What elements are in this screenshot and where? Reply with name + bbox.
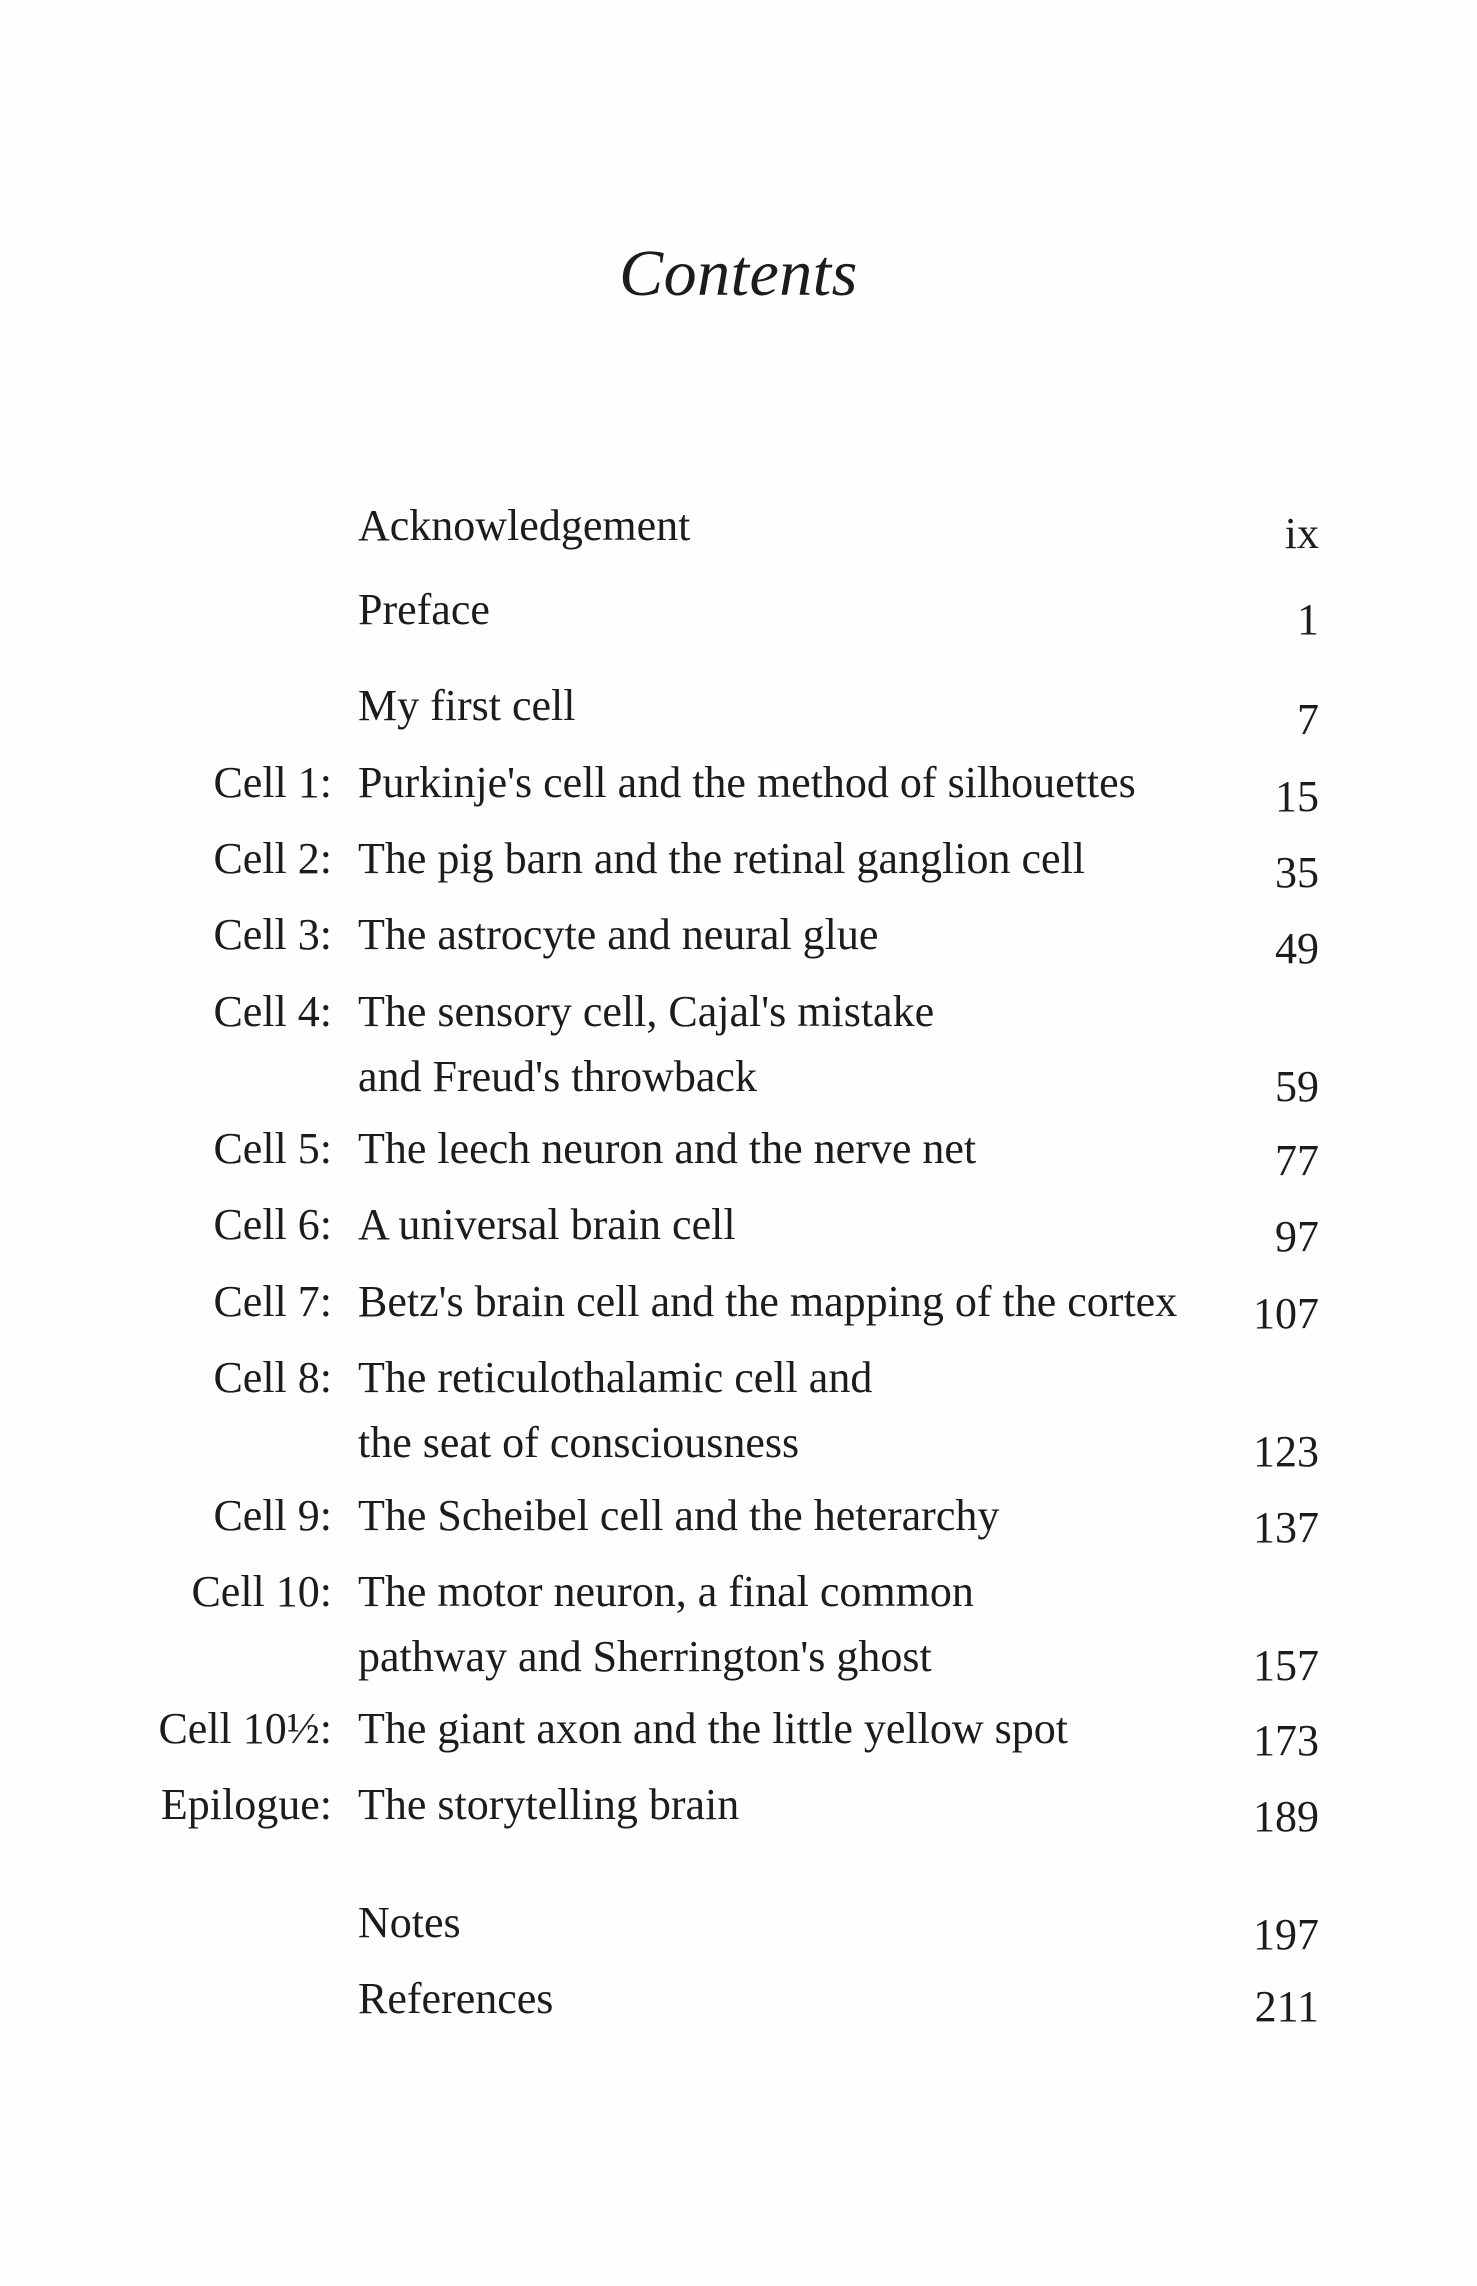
toc-page-number: 189 (1253, 1792, 1319, 1841)
toc-entry-title-line2: pathway and Sherrington's ghost (358, 1632, 932, 1681)
toc-entry (0, 680, 1477, 744)
toc-page-number: 197 (1253, 1910, 1319, 1959)
toc-entry-title (358, 986, 934, 1102)
toc-entry-label: Epilogue: (160, 1780, 332, 1829)
toc-page-number: 173 (1253, 1716, 1319, 1765)
toc-entry-title-line1: The motor neuron, a final common (358, 1567, 974, 1616)
toc-entry (0, 1779, 1477, 1839)
toc-entry-label: Cell 2: (213, 834, 332, 883)
toc-entry (0, 1490, 1477, 1550)
toc-page-number: ix (1284, 509, 1319, 558)
toc-entry-label: Cell 3: (213, 910, 332, 959)
toc-entry-title: Preface (358, 585, 490, 634)
toc-entry-title: My first cell (358, 681, 576, 730)
toc-entry-title: The leech neuron and the nerve net (358, 1124, 977, 1173)
toc-page-number: 59 (1275, 1062, 1319, 1111)
toc-entry-label: Cell 5: (213, 1124, 332, 1173)
toc-page-number: 1 (1297, 595, 1319, 644)
toc-entry-title: The astrocyte and neural glue (358, 910, 879, 959)
toc-entry-label: Cell 10½: (158, 1704, 332, 1753)
toc-entry (0, 757, 1477, 821)
toc-entry-title: The Scheibel cell and the heterarchy (358, 1491, 1000, 1540)
toc-entry-title-line1: The reticulothalamic cell and (358, 1353, 873, 1402)
toc-entry (0, 909, 1477, 973)
toc-page-number: 77 (1275, 1136, 1319, 1185)
toc-entry (0, 1199, 1477, 1259)
toc-page-number: 7 (1297, 695, 1319, 744)
toc-page-number: 15 (1275, 772, 1319, 821)
toc-entry-title: The pig barn and the retinal ganglion cell (358, 834, 1085, 883)
toc-entry (0, 1352, 1477, 1482)
toc-entry-title-line2: and Freud's throwback (358, 1052, 757, 1101)
toc-entry (0, 1123, 1477, 1183)
toc-entry-title (358, 1566, 974, 1682)
toc-entry (0, 1276, 1477, 1336)
toc-entry (0, 986, 1477, 1116)
toc-page-number: 97 (1275, 1212, 1319, 1261)
toc-entry (0, 1973, 1477, 2033)
toc-entry-label: Cell 7: (213, 1277, 332, 1326)
toc-entry-title: The storytelling brain (358, 1780, 740, 1829)
toc-page-number: 123 (1253, 1427, 1319, 1476)
toc-entry-title-line1: The sensory cell, Cajal's mistake (358, 987, 935, 1036)
toc-entry-title: References (358, 1974, 554, 2023)
toc-entry-label: Cell 6: (213, 1200, 332, 1249)
toc-entry-label: Cell 1: (213, 758, 332, 807)
toc-entry (0, 1897, 1477, 1957)
toc-page-number: 107 (1253, 1289, 1319, 1338)
toc-page-number: 35 (1275, 848, 1319, 897)
toc-entry (0, 1703, 1477, 1763)
toc-page-number: 157 (1253, 1641, 1319, 1690)
toc-entry-label: Cell 9: (213, 1491, 332, 1540)
toc-entry-title: Acknowledgement (358, 501, 691, 550)
toc-entry (0, 833, 1477, 897)
toc-entry-label: Cell 8: (213, 1353, 332, 1402)
toc-entry-label: Cell 4: (213, 987, 332, 1036)
page-title: Contents (619, 237, 858, 310)
toc-entry-title: Notes (358, 1898, 461, 1947)
toc-page-number: 211 (1254, 1982, 1319, 2031)
toc-entry-title: Purkinje's cell and the method of silhouettes (358, 758, 1136, 807)
toc-entry (0, 500, 1477, 560)
toc-entry-title: A universal brain cell (358, 1200, 736, 1249)
toc-entry-title-line2: the seat of consciousness (358, 1418, 800, 1467)
toc-entry (0, 584, 1477, 644)
toc-entry (0, 1566, 1477, 1696)
toc-page-number: 137 (1253, 1503, 1319, 1552)
toc-page-number: 49 (1275, 924, 1319, 973)
toc-entry-title: Betz's brain cell and the mapping of the cortex (358, 1277, 1178, 1326)
toc-entry-label: Cell 10: (191, 1567, 332, 1616)
toc-entry-title (358, 1352, 872, 1468)
toc-entry-title: The giant axon and the little yellow spot (358, 1704, 1068, 1753)
